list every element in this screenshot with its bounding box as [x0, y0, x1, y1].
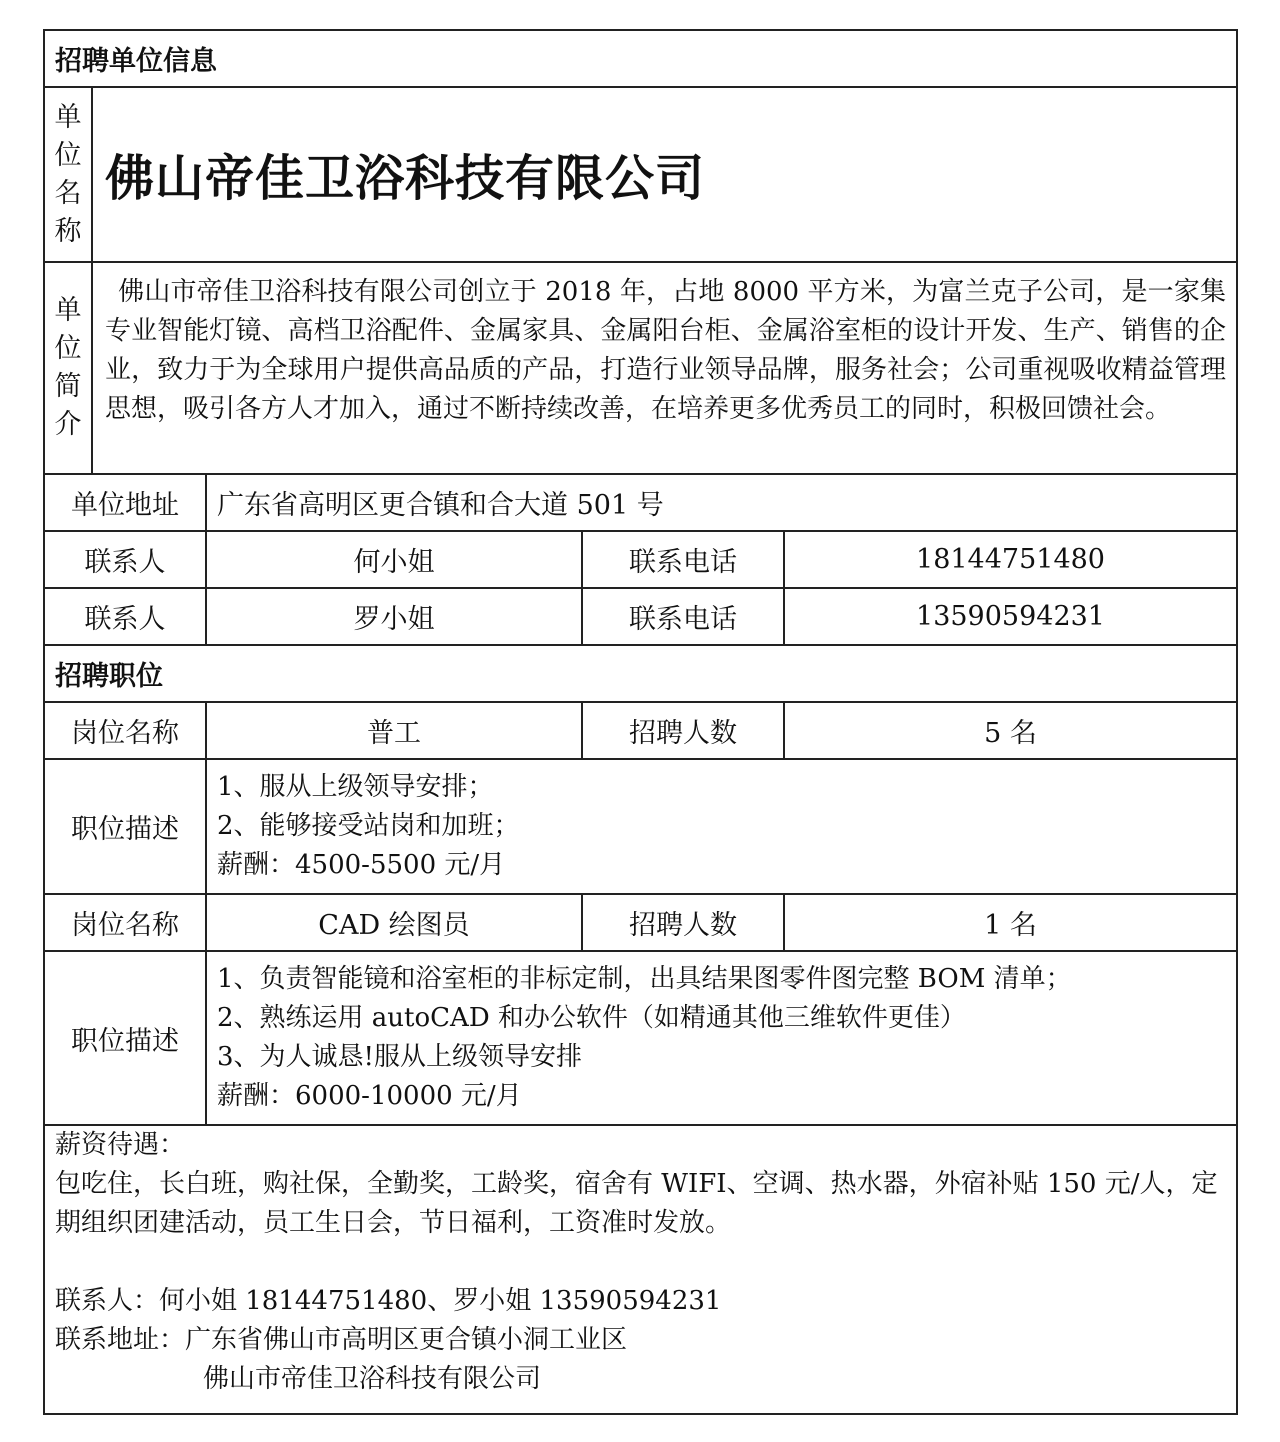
- contact-phone-label: 联系电话: [583, 532, 785, 587]
- position-title-label: 岗位名称: [45, 703, 207, 758]
- position-desc: [207, 952, 1236, 1124]
- contact-phone-label: 联系电话: [583, 589, 785, 644]
- contact-phone: 18144751480: [916, 544, 1105, 575]
- desc-line: 2、熟练运用 autoCAD 和办公软件（如精通其他三维软件更佳）: [217, 1003, 966, 1033]
- section-heading-company-info: 招聘单位信息: [55, 46, 217, 77]
- company-name-row: [45, 88, 1236, 263]
- recruitment-sheet: [43, 29, 1238, 1415]
- section-heading-row: [45, 646, 1236, 703]
- section-heading-row: [45, 31, 1236, 88]
- desc-line: 1、负责智能镜和浴室柜的非标定制，出具结果图零件图完整 BOM 清单；: [217, 964, 1072, 994]
- benefits-text: 包吃住，长白班，购社保，全勤奖，工龄奖，宿舍有 WIFI、空调、热水器，外宿补贴 150 元/人，定期组织团建活动，员工生日会，节日福利，工资准时发放。: [55, 1169, 1218, 1238]
- label-char: 名: [54, 177, 82, 209]
- contact-phone: 13590594231: [916, 601, 1105, 632]
- contact-row: [45, 589, 1236, 646]
- label-char: 介: [54, 409, 82, 440]
- company-intro-text-cell: [93, 263, 1236, 473]
- blank-line: [55, 1243, 1226, 1282]
- position-count-label: 招聘人数: [583, 895, 785, 950]
- benefits-heading: 薪资待遇：: [55, 1130, 186, 1160]
- desc-line: 薪酬：4500-5500 元/月: [217, 850, 506, 880]
- position-count: 1 名: [984, 910, 1037, 941]
- company-name-label: [45, 88, 93, 261]
- label-char: 称: [54, 215, 82, 247]
- contact-person: 罗小姐: [207, 589, 583, 644]
- benefits-section: [55, 1126, 1226, 1399]
- section-heading-positions: 招聘职位: [55, 661, 163, 692]
- contact-row: [45, 532, 1236, 589]
- address-line-company: 佛山市帝佳卫浴科技有限公司: [203, 1364, 542, 1394]
- company-intro-text: 佛山市帝佳卫浴科技有限公司创立于 2018 年，占地 8000 平方米，为富兰克子公司，是一家集专业智能灯镜、高档卫浴配件、金属家具、金属阳台柜、金属浴室柜的设计开发、生产、销售的企业，致力于为全球用户提供高品质的产品，打造行业领导品牌，服务社会；公司重视吸收精益管理思想，吸引各方人才加入，通过不断持续改善，在培养更多优秀员工的同时，积极回馈社会。: [105, 277, 1226, 424]
- position-desc: [207, 760, 1236, 893]
- contact-line: 联系人：何小姐 18144751480、罗小姐 13590594231: [55, 1286, 722, 1316]
- label-char: 单: [54, 101, 82, 133]
- position-desc-row: [45, 952, 1236, 1126]
- desc-line: 1、服从上级领导安排；: [217, 772, 494, 802]
- company-address-label: 单位地址: [45, 475, 207, 530]
- position-title-row: [45, 703, 1236, 760]
- position-count: 5 名: [984, 718, 1037, 749]
- contact-person: 何小姐: [207, 532, 583, 587]
- label-char: 位: [54, 333, 82, 364]
- desc-line: 薪酬：6000-10000 元/月: [217, 1081, 522, 1111]
- company-intro-row: [45, 263, 1236, 475]
- contact-person-label: 联系人: [45, 532, 207, 587]
- position-title-row: [45, 895, 1236, 952]
- position-desc-label: 职位描述: [45, 952, 207, 1124]
- desc-line: 2、能够接受站岗和加班；: [217, 811, 520, 841]
- contact-person-label: 联系人: [45, 589, 207, 644]
- position-desc-row: [45, 760, 1236, 895]
- company-name: 佛山帝佳卫浴科技有限公司: [105, 149, 706, 207]
- label-char: 简: [54, 371, 82, 402]
- position-count-label: 招聘人数: [583, 703, 785, 758]
- label-char: 位: [54, 139, 82, 171]
- label-char: 单: [54, 295, 82, 326]
- position-title: CAD 绘图员: [207, 895, 583, 950]
- desc-line: 3、为人诚恳!服从上级领导安排: [217, 1042, 582, 1072]
- company-address-row: [45, 475, 1236, 532]
- company-address: 广东省高明区更合镇和合大道 501 号: [217, 490, 664, 521]
- position-desc-label: 职位描述: [45, 760, 207, 893]
- position-title-label: 岗位名称: [45, 895, 207, 950]
- address-line: 联系地址：广东省佛山市高明区更合镇小洞工业区: [55, 1325, 628, 1355]
- company-intro-label: [45, 263, 93, 473]
- position-title: 普工: [207, 703, 583, 758]
